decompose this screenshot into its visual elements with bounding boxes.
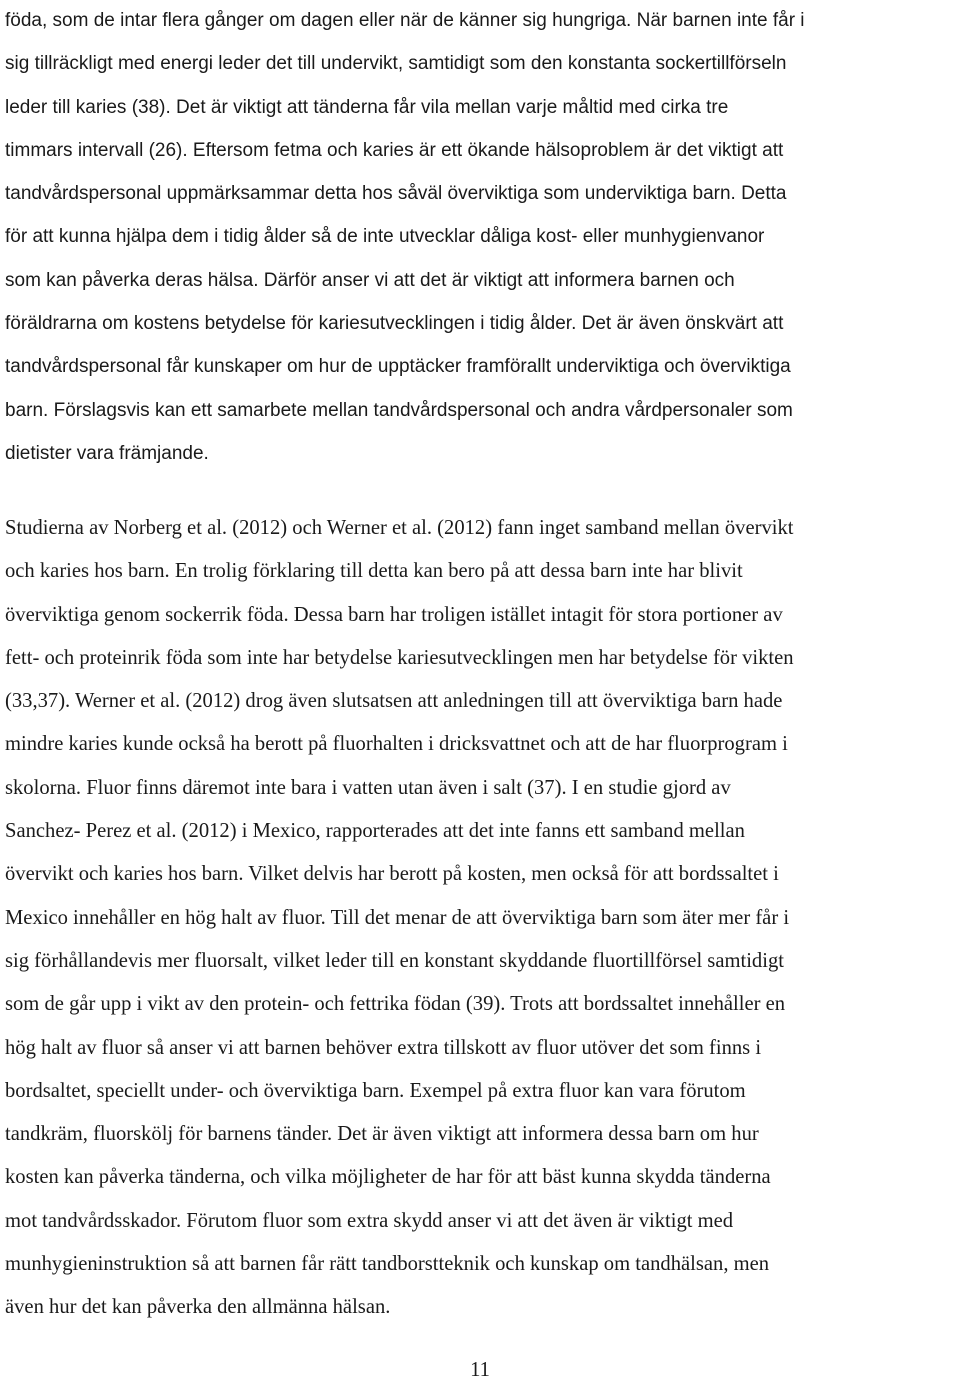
text-line: fett- och proteinrik föda som inte har betydelse kariesutvecklingen men har betydelse för vikten [5,646,794,669]
text-line: sig tillräckligt med energi leder det till undervikt, samtidigt som den konstanta sockertillförseln [5,53,787,75]
text-line: för att kunna hjälpa dem i tidig ålder så de inte utvecklar dåliga kost- eller munhygienvanor [5,226,765,248]
text-line: mindre karies kunde också ha berott på fluorhalten i dricksvattnet och att de har fluorprogram i [5,733,788,756]
text-line: hög halt av fluor så anser vi att barnen behöver extra tillskott av fluor utöver det som finns i [5,1036,762,1059]
text-line: Mexico innehåller en hög halt av fluor. Till det menar de att överviktiga barn som äter mer får i [5,906,790,929]
text-line: överviktiga genom sockerrik föda. Dessa barn har troligen istället intagit för stora portioner av [5,603,783,626]
paragraph-2 [5,507,959,1330]
page-number: 11 [470,1359,490,1381]
text-line: skolorna. Fluor finns däremot inte bara i vatten utan även i salt (37). I en studie gjord av [5,776,731,799]
text-line: dietister vara främjande. [5,442,209,464]
text-line: Studierna av Norberg et al. (2012) och Werner et al. (2012) fann inget samband mellan övervikt [5,517,794,539]
text-line: och karies hos barn. En trolig förklaring till detta kan bero på att dessa barn inte har blivit [5,560,743,583]
text-line: som kan påverka deras hälsa. Därför anser vi att det är viktigt att informera barnen och [5,269,735,291]
text-line: kosten kan påverka tänderna, och vilka möjligheter de har för att bäst kunna skydda tänderna [5,1166,771,1189]
text-line: föräldrarna om kostens betydelse för kariesutvecklingen i tidig ålder. Det är även önskvärt att [5,313,784,335]
text-line: övervikt och karies hos barn. Vilket delvis har berott på kosten, men också för att bordssaltet i [5,863,779,886]
text-line: tandkräm, fluorskölj för barnens tänder. Det är även viktigt att informera dessa barn om hur [5,1123,759,1146]
text-line: föda, som de intar flera gånger om dagen eller när de känner sig hungriga. När barnen inte får i [5,10,805,31]
text-line: (33,37). Werner et al. (2012) drog även slutsatsen att anledningen till att överviktiga barn hade [5,690,783,713]
text-line: leder till karies (38). Det är viktigt att tänderna får vila mellan varje måltid med cirka tre [5,96,729,118]
text-line: Sanchez- Perez et al. (2012) i Mexico, rapporterades att det inte fanns ett samband mellan [5,820,745,843]
text-line: tandvårdspersonal uppmärksammar detta hos såväl överviktiga som underviktiga barn. Detta [5,183,787,205]
text-line: även hur det kan påverka den allmänna hälsan. [5,1296,391,1319]
text-line: munhygieninstruktion så att barnen får rätt tandborstteknik och kunskap om tandhälsan, men [5,1253,770,1276]
text-line: mot tandvårdsskador. Förutom fluor som extra skydd anser vi att det även är viktigt med [5,1209,734,1232]
text-line: som de går upp i vikt av den protein- och fettrika födan (39). Trots att bordssaltet innehåller en [5,993,786,1016]
paragraph-1 [5,0,959,475]
text-line: tandvårdspersonal får kunskaper om hur de upptäcker framförallt underviktiga och överviktiga [5,356,791,378]
text-line: sig förhållandevis mer fluorsalt, vilket leder till en konstant skyddande fluortillförsel samtidigt [5,949,784,972]
text-line: bordsaltet, speciellt under- och överviktiga barn. Exempel på extra fluor kan vara förutom [5,1079,746,1102]
text-line: barn. Förslagsvis kan ett samarbete mellan tandvårdspersonal och andra vårdpersonaler som [5,399,793,421]
text-line: timmars intervall (26). Eftersom fetma och karies är ett ökande hälsoproblem är det viktigt att [5,139,784,161]
